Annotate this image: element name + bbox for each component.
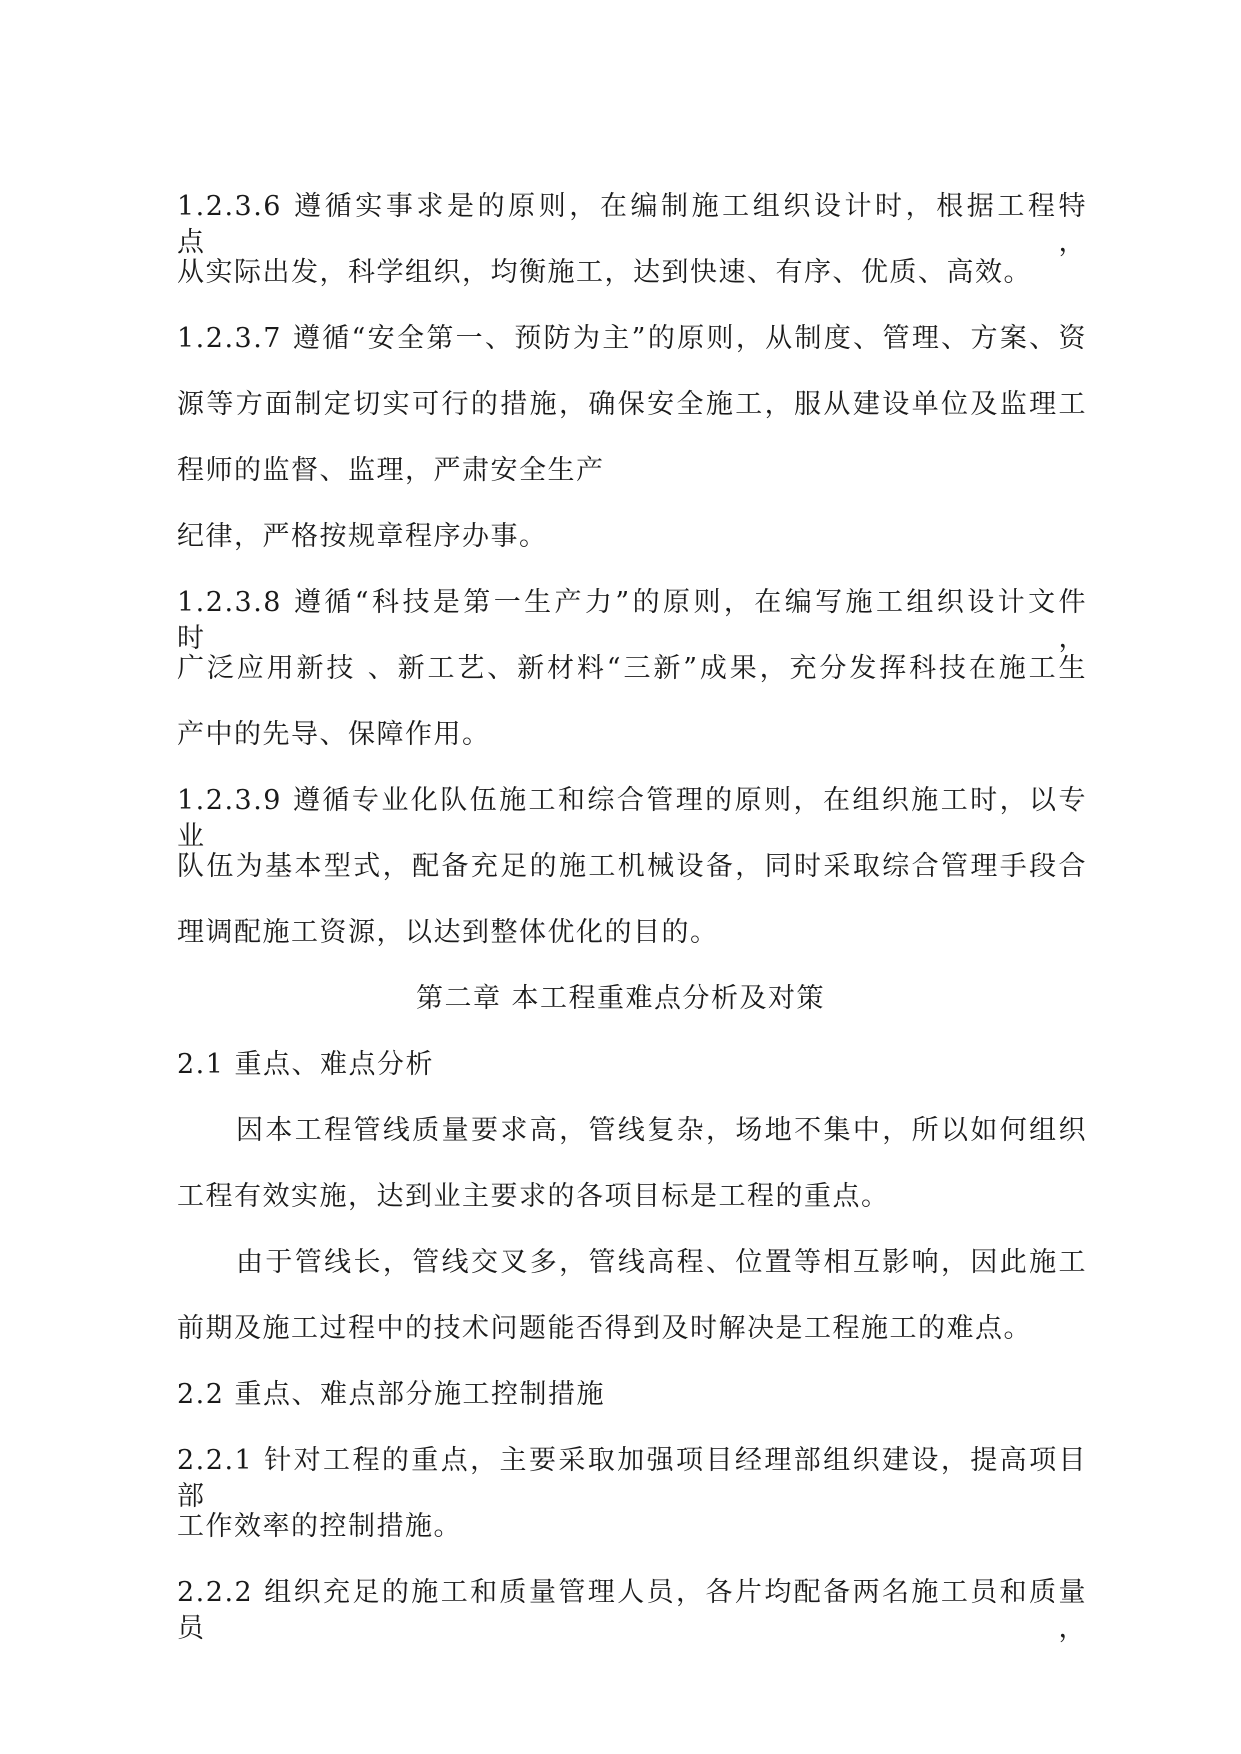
text-line: 1.2.3.7 遵循“安全第一、预防为主”的原则，从制度、管理、方案、资 (177, 323, 1087, 354)
text-line: 队伍为基本型式，配备充足的施工机械设备，同时采取综合管理手段合 (177, 851, 1087, 882)
text-line: 因本工程管线质量要求高，管线复杂，场地不集中，所以如何组织 (236, 1115, 1087, 1146)
text-line: 1.2.3.8 遵循“科技是第一生产力”的原则，在编写施工组织设计文件时， (177, 587, 1087, 654)
text-line: 从实际出发，科学组织，均衡施工，达到快速、有序、优质、高效。 (177, 257, 1032, 288)
text-line: 2.2.2 组织充足的施工和质量管理人员，各片均配备两名施工员和质量员， (177, 1577, 1087, 1644)
text-line: 纪律，严格按规章程序办事。 (177, 521, 548, 552)
text-line: 理调配施工资源，以达到整体优化的目的。 (177, 917, 719, 948)
text-line: 由于管线长，管线交叉多，管线高程、位置等相互影响，因此施工 (236, 1247, 1087, 1278)
text-line: 工作效率的控制措施。 (177, 1511, 462, 1542)
text-line: 2.2.1 针对工程的重点，主要采取加强项目经理部组织建设，提高项目部 (177, 1445, 1087, 1512)
text-line: 广泛应用新技 、新工艺、新材料“三新”成果，充分发挥科技在施工生 (177, 653, 1087, 684)
text-line: 工程有效实施，达到业主要求的各项目标是工程的重点。 (177, 1181, 890, 1212)
text-line: 程师的监督、监理，严肃安全生产 (177, 455, 605, 486)
text-line: 产中的先导、保障作用。 (177, 719, 491, 750)
text-line: 1.2.3.6 遵循实事求是的原则，在编制施工组织设计时，根据工程特点， (177, 191, 1087, 258)
text-line: 2.1 重点、难点分析 (177, 1049, 435, 1080)
text-line: 2.2 重点、难点部分施工控制措施 (177, 1379, 606, 1410)
chapter-heading: 第二章 本工程重难点分析及对策 (415, 983, 826, 1014)
text-line: 1.2.3.9 遵循专业化队伍施工和综合管理的原则，在组织施工时，以专业 (177, 785, 1087, 852)
text-line: 源等方面制定切实可行的措施，确保安全施工，服从建设单位及监理工 (177, 389, 1087, 420)
text-line: 前期及施工过程中的技术问题能否得到及时解决是工程施工的难点。 (177, 1313, 1032, 1344)
